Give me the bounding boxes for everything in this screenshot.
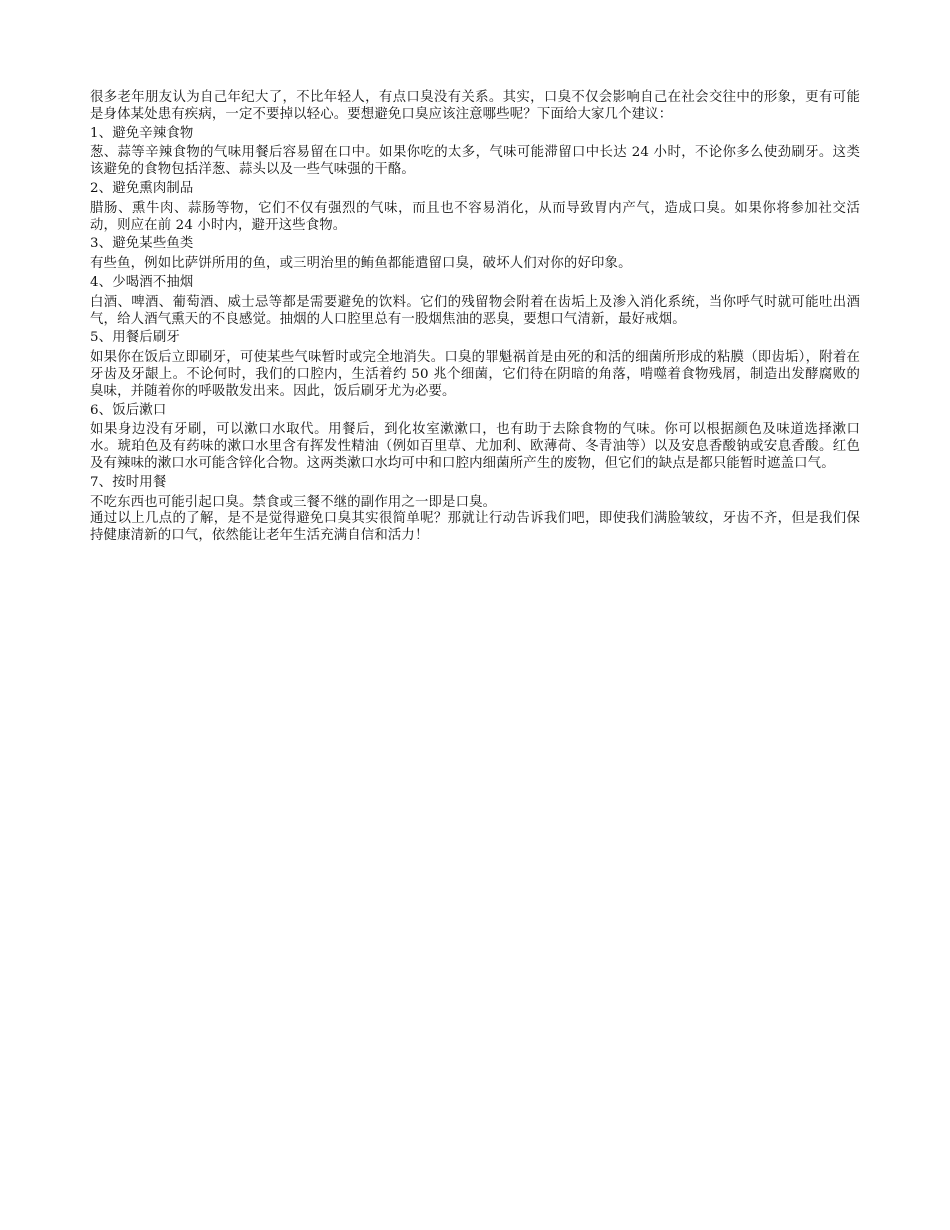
- section-paragraph: 不吃东西也可能引起口臭。禁食或三餐不继的副作用之一即是口臭。: [90, 494, 497, 510]
- section-5: [90, 330, 860, 400]
- section-heading: 4、少喝酒不抽烟: [90, 274, 194, 290]
- section-paragraph: 如果你在饭后立即刷牙，可使某些气味暂时或完全地消失。口臭的罪魁祸首是由死的和活的细菌所形成的粘膜（即齿垢），附着在牙齿及牙龈上。不论何时，我们的口腔内，生活着约 50 兆个细菌，它们待在阴暗的角落，啃噬着食物残屑，制造出发酵腐败的臭味，并随着你的呼吸散发出来。因此，饭后刷牙尤为必要。: [90, 350, 860, 399]
- section-heading: 5、用餐后刷牙: [90, 330, 180, 346]
- section-paragraph: 葱、蒜等辛辣食物的气味用餐后容易留在口中。如果你吃的太多，气味可能滞留口中长达 24 小时，不论你多么使劲刷牙。这类该避免的食物包括洋葱、蒜头以及一些气味强的干酪。: [90, 145, 860, 178]
- section-paragraph: 有些鱼，例如比萨饼所用的鱼，或三明治里的鲔鱼都能遣留口臭，破坏人们对你的好印象。: [90, 256, 632, 272]
- section-7: [90, 475, 860, 512]
- section-heading: 7、按时用餐: [90, 474, 167, 490]
- section-heading: 6、饭后漱口: [90, 402, 167, 418]
- section-2: [90, 181, 860, 234]
- section-heading: 1、避免辛辣食物: [90, 125, 194, 141]
- section-1: [90, 126, 860, 179]
- section-heading: 2、避免熏肉制品: [90, 180, 194, 196]
- section-paragraph: 白酒、啤酒、葡萄酒、威士忌等都是需要避免的饮料。它们的残留物会附着在齿垢上及渗入消化系统，当你呼气时就可能吐出酒气，给人酒气熏天的不良感觉。抽烟的人口腔里总有一股烟焦油的恶臭，要想口气清新，最好戒烟。: [90, 294, 860, 327]
- section-3: [90, 236, 860, 273]
- section-paragraph: 如果身边没有牙刷，可以漱口水取代。用餐后，到化妆室漱漱口，也有助于去除食物的气味。你可以根据颜色及味道选择漱口水。琥珀色及有药味的漱口水里含有挥发性精油（例如百里草、尤加利、欧薄荷、冬青油等）以及安息香酸钠或安息香酸。红色及有辣味的漱口水可能含锌化合物。这两类漱口水均可中和口腔内细菌所产生的废物，但它们的缺点是都只能暂时遮盖口气。: [90, 422, 860, 471]
- conclusion-paragraph: 通过以上几点的了解，是不是觉得避免口臭其实很简单呢？那就让行动告诉我们吧，即使我们满脸皱纹，牙齿不齐，但是我们保持健康清新的口气，依然能让老年生活充满自信和活力！: [90, 511, 860, 544]
- section-paragraph: 腊肠、熏牛肉、蒜肠等物，它们不仅有强烈的气味，而且也不容易消化，从而导致胃内产气，造成口臭。如果你将参加社交活动，则应在前 24 小时内，避开这些食物。: [90, 200, 860, 233]
- intro-paragraph: 很多老年朋友认为自己年纪大了，不比年轻人，有点口臭没有关系。其实，口臭不仅会影响自己在社会交往中的形象，更有可能是身体某处患有疾病，一定不要掉以轻心。要想避免口臭应该注意哪些呢？下面给大家几个建议：: [90, 90, 860, 122]
- section-6: [90, 403, 860, 473]
- section-4: [90, 275, 860, 328]
- section-heading: 3、避免某些鱼类: [90, 236, 194, 252]
- document-page: [90, 90, 860, 545]
